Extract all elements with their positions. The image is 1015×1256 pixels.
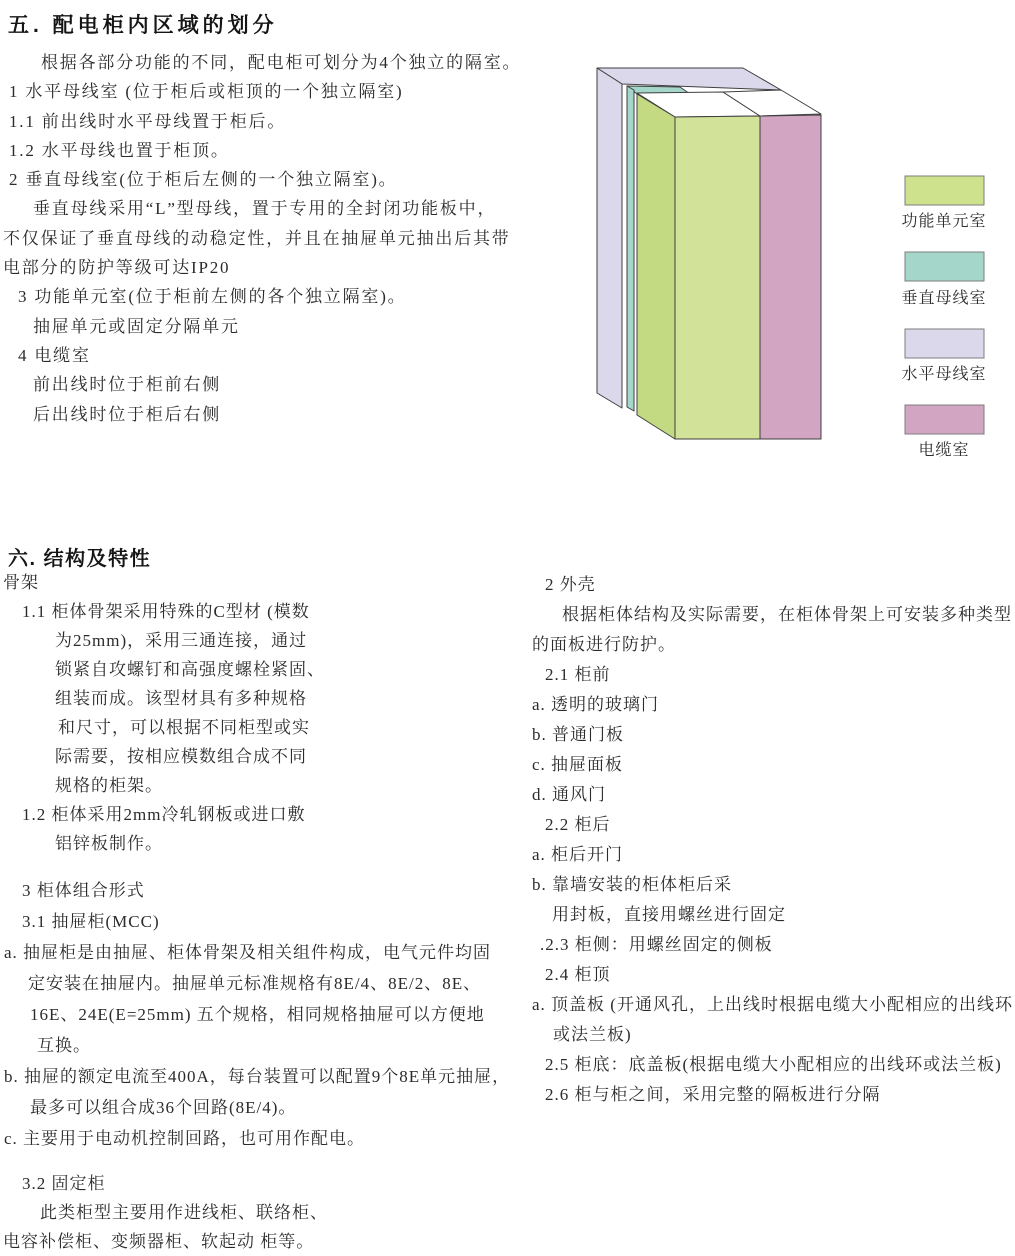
text-line: 2.6 柜与柜之间，采用完整的隔板进行分隔 — [545, 1085, 881, 1104]
text-line: 垂直母线采用“L”型母线，置于专用的全封闭功能板中， — [33, 199, 497, 219]
legend-swatch-horizontal-busbar — [905, 329, 984, 358]
text-line: a. 抽屉柜是由抽屉、柜体骨架及相关组件构成，电气元件均固 — [4, 943, 492, 962]
functional-unit-side-face — [637, 94, 675, 439]
section5-text-column — [0, 48, 560, 429]
text-line: a. 柜后开门 — [532, 845, 624, 864]
legend-item — [901, 329, 986, 383]
text-line: 和尺寸，可以根据不同柜型或实 — [58, 718, 310, 737]
cable-room-front-face — [760, 115, 821, 439]
text-line: 用封板，直接用螺丝进行固定 — [552, 905, 786, 924]
text-line: 不仅保证了垂直母线的动稳定性，并且在抽屉单元抽出后其带 — [3, 228, 511, 248]
text-line: 3 功能单元室(位于柜前左侧的各个独立隔室)。 — [18, 287, 407, 307]
text-line: d. 通风门 — [532, 785, 606, 804]
section5-heading: 五. 配电柜内区域的划分 — [8, 14, 278, 37]
text-line: 定安装在抽屉内。抽屉单元标准规格有8E/4、8E/2、8E、 — [28, 974, 482, 993]
legend-swatch-functional-unit — [905, 176, 984, 205]
text-line: 2.2 柜后 — [545, 815, 611, 834]
text-line: 电部分的防护等级可达IP20 — [3, 258, 231, 278]
text-line: 际需要，按相应模数组合成不同 — [55, 747, 307, 766]
text-line: 1.1 前出线时水平母线置于柜后。 — [9, 111, 287, 131]
text-line: 4 电缆室 — [18, 345, 91, 365]
text-line: 3.1 抽屉柜(MCC) — [22, 912, 160, 931]
text-line: 2 垂直母线室(位于柜后左侧的一个独立隔室)。 — [9, 170, 398, 190]
functional-unit-front-face — [675, 116, 760, 439]
text-line: a. 顶盖板 (开通风孔，上出线时根据电缆大小配相应的出线环 — [532, 995, 1013, 1014]
text-line: 3 柜体组合形式 — [22, 881, 145, 900]
text-line: 骨架 — [3, 573, 39, 592]
legend-label: 电缆室 — [918, 442, 970, 459]
legend-label: 垂直母线室 — [901, 290, 987, 307]
text-line: 电容补偿柜、变频器柜、软起动 柜等。 — [3, 1232, 315, 1251]
text-line: 根据柜体结构及实际需要，在柜体骨架上可安装多种类型 — [562, 605, 1012, 624]
legend-item — [905, 405, 984, 459]
legend-item — [901, 252, 986, 307]
text-line: 1.1 柜体骨架采用特殊的C型材 (模数 — [22, 602, 310, 621]
horizontal-busbar-side-face — [597, 68, 622, 408]
text-line: 1.2 水平母线也置于柜顶。 — [9, 140, 230, 160]
text-line: 为25mm)，采用三通连接，通过 — [55, 631, 308, 650]
vertical-busbar-side-face — [627, 86, 634, 411]
text-line: 3.2 固定柜 — [22, 1174, 106, 1193]
legend-label: 水平母线室 — [901, 366, 987, 383]
text-line: c. 主要用于电动机控制回路，也可用作配电。 — [4, 1129, 366, 1148]
text-line: 最多可以组合成36个回路(8E/4)。 — [30, 1098, 297, 1117]
legend-item — [901, 176, 986, 230]
text-line: 16E、24E(E=25mm) 五个规格，相同规格抽屉可以方便地 — [30, 1005, 485, 1024]
text-line: 锁紧自攻螺钉和高强度螺栓紧固、 — [55, 660, 325, 679]
text-line: 根据各部分功能的不同，配电柜可划分为4个独立的隔室。 — [41, 53, 522, 72]
legend-swatch-cable-room — [905, 405, 984, 434]
section6-left-column — [0, 568, 526, 1256]
text-line: 2.5 柜底：底盖板(根据电缆大小配相应的出线环或法兰板) — [545, 1055, 1002, 1074]
legend-swatch-vertical-busbar — [905, 252, 984, 281]
text-line: a. 透明的玻璃门 — [532, 695, 660, 714]
text-line: 2 外壳 — [545, 575, 596, 594]
text-line: 或法兰板) — [553, 1025, 632, 1044]
text-line: 此类柜型主要用作进线柜、联络柜、 — [40, 1203, 328, 1222]
text-line: 2.1 柜前 — [545, 665, 611, 684]
legend — [901, 176, 986, 459]
text-line: b. 靠墙安装的柜体柜后采 — [532, 875, 732, 894]
text-line: 1 水平母线室 (位于柜后或柜顶的一个独立隔室) — [9, 82, 404, 102]
legend-label: 功能单元室 — [901, 213, 987, 230]
text-line: 2.4 柜顶 — [545, 965, 611, 984]
text-line: .2.3 柜侧：用螺丝固定的侧板 — [540, 935, 773, 954]
text-line: 前出线时位于柜前右侧 — [33, 375, 221, 395]
text-line: 1.2 柜体采用2mm冷轧钢板或进口敷 — [22, 805, 306, 824]
text-line: 规格的柜架。 — [55, 776, 163, 795]
text-line: 抽屉单元或固定分隔单元 — [33, 316, 240, 336]
horizontal-busbar-top-face — [597, 68, 781, 90]
text-line: b. 普通门板 — [532, 725, 624, 744]
section6-right-column — [528, 570, 1015, 1110]
text-line: c. 抽屉面板 — [532, 755, 624, 774]
text-line: b. 抽屉的额定电流至400A，每台装置可以配置9个8E单元抽屉， — [4, 1067, 511, 1086]
text-line: 组装而成。该型材具有多种规格 — [55, 689, 307, 708]
text-line: 后出线时位于柜后右侧 — [33, 404, 221, 424]
text-line: 铝锌板制作。 — [55, 834, 163, 853]
cabinet-diagram — [560, 55, 1015, 470]
text-line: 互换。 — [37, 1036, 91, 1055]
section6-heading: 六. 结构及特性 — [8, 548, 152, 570]
text-line: 的面板进行防护。 — [532, 635, 676, 654]
